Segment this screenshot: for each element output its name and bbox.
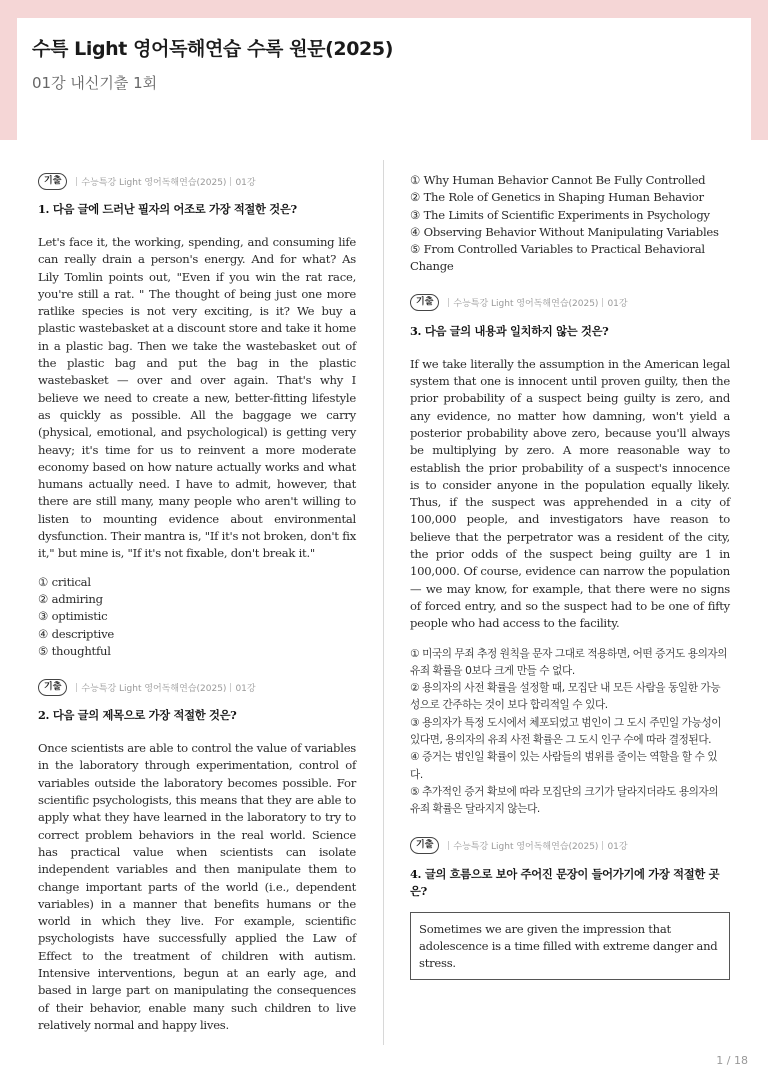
- question-2: [38, 678, 356, 1034]
- option[interactable]: ② admiring: [38, 591, 103, 606]
- exam-badge: 기출: [38, 679, 67, 696]
- question-3-title: 3. 다음 글의 내용과 일치하지 않는 것은?: [410, 323, 609, 338]
- left-column: [38, 172, 356, 1034]
- option[interactable]: ② 용의자의 사전 확률을 설정할 때, 모집단 내 모든 사람을 동일한 가능성으로 간주하는 것이 보다 합리적일 수 있다.: [410, 682, 721, 712]
- option[interactable]: ③ optimistic: [38, 609, 108, 624]
- tag-separator: [448, 841, 449, 850]
- question-2-tagline: [38, 678, 356, 696]
- page-number: 1 / 18: [716, 1054, 748, 1067]
- question-1-title: 1. 다음 글에 드러난 필자의 어조로 가장 적절한 것은?: [38, 202, 297, 216]
- unit-label: 01강: [607, 842, 628, 852]
- tag-separator: [602, 841, 603, 850]
- tag-separator: [230, 177, 231, 186]
- given-sentence-box: Sometimes we are given the impression that adolescence is a time filled with extreme danger and stress.: [410, 912, 730, 981]
- option[interactable]: ④ descriptive: [38, 626, 115, 641]
- unit-label: 01강: [607, 299, 628, 310]
- document-title: 수특 Light 영어독해연습 수록 원문(2025): [32, 38, 393, 60]
- question-3-options: [410, 646, 730, 819]
- source-label: 수능특강 Light 영어독해연습(2025): [81, 177, 227, 188]
- question-1-passage: Let's face it, the working, spending, and consuming life can really drain a person's energy. And for what? As Lily Tomlin points out, "Even if you win the rat race, you're still a rat. " The thought of being just one more ratlike species is not very exciting, is it? We buy a plastic wastebasket at a discount store and take it home in a plastic bag. Then we take the wastebasket out of the plastic bag and put the bag in the plastic wastebasket — over and over again. That's why I believe we need to create a new, better-fitting lifestyle as quickly as possible. All the baggage we carry (physical, emotional, and psychological) is getting very heavy; it's time for us to reinvent a more moderate economy based on how nature actually works and what humans actually need. I have to admit, however, that there are still many, many people who aren't willing to listen to mounting evidence about environmental dysfunction. Their mantra is, "If it's not broken, don't fix it," but mine is, "If it's not fixable, don't break it.": [38, 235, 356, 561]
- question-1-tagline: [38, 172, 356, 190]
- exam-badge: 기출: [410, 294, 439, 311]
- question-1-options: [38, 574, 356, 660]
- question-3-tagline: [410, 294, 730, 312]
- source-label: 수능특강 Light 영어독해연습(2025): [453, 299, 599, 310]
- option[interactable]: ④ Observing Behavior Without Manipulating Variables: [410, 224, 719, 239]
- option[interactable]: ③ 용의자가 특정 도시에서 체포되었고 범인이 그 도시 주민일 가능성이 있다면, 용의자의 유죄 사전 확률은 그 도시 인구 수에 따라 결정된다.: [410, 716, 722, 747]
- option[interactable]: ③ The Limits of Scientific Experiments in Psychology: [410, 207, 710, 222]
- unit-label: 01강: [235, 683, 256, 694]
- tag-separator: [76, 683, 77, 692]
- source-label: 수능특강 Light 영어독해연습(2025): [453, 842, 599, 852]
- unit-label: 01강: [235, 177, 256, 188]
- question-4-tagline: [410, 837, 730, 855]
- option[interactable]: ⑤ 추가적인 증거 확보에 따라 모집단의 크기가 달라지더라도 용의자의 유죄 확률은 달라지지 않는다.: [410, 785, 719, 816]
- document-subtitle: 01강 내신기출 1회: [32, 74, 158, 92]
- option[interactable]: ① critical: [38, 574, 91, 589]
- question-2-title: 2. 다음 글의 제목으로 가장 적절한 것은?: [38, 708, 237, 723]
- question-3: [410, 294, 730, 819]
- option[interactable]: ⑤ thoughtful: [38, 643, 111, 658]
- question-4-title: 4. 글의 흐름으로 보아 주어진 문장이 들어가기에 가장 적절한 곳은?: [410, 866, 720, 898]
- exam-badge: 기출: [410, 837, 439, 854]
- question-3-passage: If we take literally the assumption in the American legal system that one is innocent until proven guilty, then the prior probability of a suspect being guilty is zero, and any evidence, no matter how damning, won't yield a posterior probability above zero, because you'll always be multiplying by zero. A more reasonable way to establish the prior probability of a suspect's innocence is to consider anyone in the population equally likely. Thus, if the suspect was apprehended in a city of 100,000 people, and investigators have reason to believe that the perpetrator was a resident of the city, the prior odds of the suspect being guilty are 1 in 100,000. Of course, evidence can narrow the population — we may know, for example, that there were no signs of forced entry, and so the suspect had to be one of fifty people who had access to the facility.: [410, 356, 730, 631]
- option[interactable]: ④ 증거는 범인일 확률이 있는 사람들의 범위를 줄이는 역할을 할 수 있다.: [410, 751, 718, 781]
- tag-separator: [602, 298, 603, 307]
- option[interactable]: ① Why Human Behavior Cannot Be Fully Controlled: [410, 173, 706, 187]
- right-column: [410, 172, 730, 980]
- option[interactable]: ① 미국의 무죄 추정 원칙을 문자 그대로 적용하면, 어떤 증거도 용의자의 유죄 확률을 0보다 크게 만들 수 없다.: [410, 647, 728, 677]
- question-4: [410, 837, 730, 981]
- question-2-passage: Once scientists are able to control the value of variables in the laboratory through experimentation, control of variables outside the laboratory becomes possible. For scientific psychologists, this means that they are able to apply what they have learned in the laboratory to try to correct problem behaviors in the real world. Science has practical value when scientists can isolate independent variables and then manipulate them to change important parts of the world (i.e., dependent variables) in a manner that benefits humans or the world in which they live. For example, scientific psychologists have successfully applied the Law of Effect to the treatment of children with autism. Intensive interventions, begun at an early age, and based in large part on manipulating the consequences of their behavior, enable many such children to live relatively normal and happy lives.: [38, 741, 356, 1032]
- question-1: [38, 172, 356, 660]
- column-divider: [383, 160, 384, 1045]
- option[interactable]: ⑤ From Controlled Variables to Practical Behavioral Change: [410, 242, 705, 274]
- tag-separator: [230, 683, 231, 692]
- question-2-options: [410, 172, 730, 276]
- tag-separator: [448, 298, 449, 307]
- source-label: 수능특강 Light 영어독해연습(2025): [81, 683, 227, 694]
- tag-separator: [76, 177, 77, 186]
- option[interactable]: ② The Role of Genetics in Shaping Human Behavior: [410, 190, 704, 205]
- exam-badge: 기출: [38, 173, 67, 190]
